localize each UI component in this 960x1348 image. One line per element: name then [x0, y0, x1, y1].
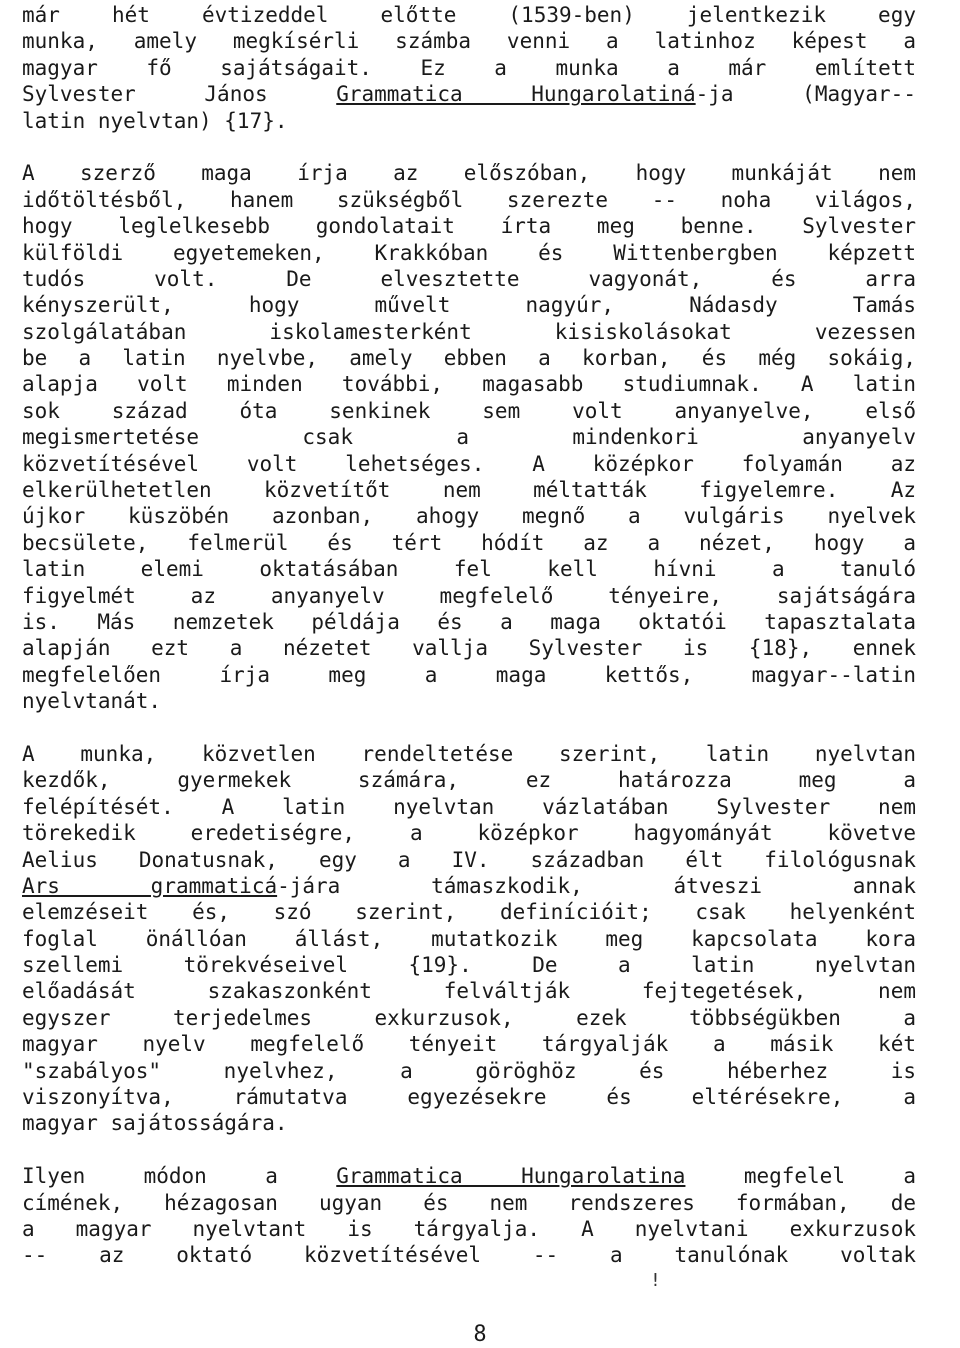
- text-line: becsülete, felmerül és tért hódít az a nézet, hogy a: [22, 530, 916, 555]
- text-line: törekedik eredetiségre, a középkor hagyományát követve: [22, 821, 916, 846]
- text-line: külföldi egyetemeken, Krakkóban és Wittenbergben képzett: [22, 240, 916, 265]
- text-line: kezdők, gyermekek számára, ez határozza meg a: [22, 768, 916, 793]
- text-line: alapján ezt a nézetet vallja Sylvester is {18}, ennek: [22, 636, 916, 661]
- text-line: foglal önállóan állást, mutatkozik meg kapcsolata kora: [22, 926, 916, 951]
- stray-mark: !: [650, 1270, 661, 1291]
- text-line: Ars grammaticá-jára támaszkodik, átveszi annak: [22, 873, 916, 898]
- text-line: már hét évtizeddel előtte (1539-ben) jelentkezik egy: [22, 3, 916, 27]
- text-line: tudós volt. De elvesztette vagyonát, és arra: [22, 266, 916, 291]
- text-line: be a latin nyelvbe, amely ebben a korban, és még sokáig,: [22, 346, 916, 371]
- text-line: nyelvtanát.: [22, 689, 162, 714]
- document-page: [22, 2, 916, 1269]
- text-line: elemzéseit és, szó szerint, definícióit; csak helyenként: [22, 900, 916, 925]
- text-line: figyelmét az anyanyelv megfelelő tényeire, sajátságára: [22, 583, 916, 608]
- text-line: Ilyen módon a Grammatica Hungarolatina megfelel a: [22, 1164, 916, 1189]
- text-line: újkor küszöbén azonban, ahogy megnő a vulgáris nyelvek: [22, 504, 916, 529]
- text-line: alapja volt minden további, magasabb studiumnak. A latin: [22, 372, 916, 397]
- title-underline: Ars grammaticá: [22, 873, 278, 898]
- text-line: kényszerült, hogy művelt nagyúr, Nádasdy Tamás: [22, 293, 916, 318]
- text-line: szellemi törekvéseivel {19}. De a latin nyelvtan: [22, 953, 916, 978]
- text-line: magyar fő sajátságait. Ez a munka a már említett: [22, 55, 916, 80]
- text-line: címének, hézagosan ugyan és nem rendszeres formában, de: [22, 1190, 916, 1215]
- text-line: felépítését. A latin nyelvtan vázlatában Sylvester nem: [22, 794, 916, 819]
- text-line: elkerülhetetlen közvetítőt nem méltatták figyelemre. Az: [22, 478, 916, 503]
- text-line: "szabályos" nyelvhez, a göröghöz és héberhez is: [22, 1058, 916, 1083]
- text-line: Aelius Donatusnak, egy a IV. században élt filológusnak: [22, 847, 916, 872]
- text-line: is. Más nemzetek példája és a maga oktatói tapasztalata: [22, 609, 916, 634]
- text-line: egyszer terjedelmes exkurzusok, ezek többségükben a: [22, 1005, 916, 1030]
- text-line: időtöltésből, hanem szükségből szerezte -- noha világos,: [22, 187, 916, 212]
- text-line: A szerző maga írja az előszóban, hogy munkáját nem: [22, 161, 916, 186]
- text-line: közvetítésével volt lehetséges. A középkor folyamán az: [22, 451, 916, 476]
- text-line: latin elemi oktatásában fel kell hívni a tanuló: [22, 557, 916, 582]
- paragraph-1: [22, 2, 916, 134]
- title-underline: Grammatica Hungarolatiná: [336, 82, 696, 107]
- text-line: viszonyítva, rámutatva egyezésekre és eltérésekre, a: [22, 1085, 916, 1110]
- page-number: 8: [473, 1322, 487, 1347]
- text-line: A munka, közvetlen rendeltetése szerint, latin nyelvtan: [22, 741, 916, 766]
- text-line: magyar sajátosságára.: [22, 1111, 288, 1136]
- text-line: szolgálatában iskolamesterként kisiskolásokat vezessen: [22, 319, 916, 344]
- text-line: munka, amely megkísérli számba venni a latinhoz képest a: [22, 29, 916, 54]
- text-line: sok század óta senkinek sem volt anyanyelve, első: [22, 398, 916, 423]
- title-underline: Grammatica Hungarolatina: [336, 1164, 686, 1189]
- text-line: előadását szakaszonként felváltják fejtegetések, nem: [22, 979, 916, 1004]
- paragraph-4: [22, 1163, 916, 1269]
- text-line: a magyar nyelvtant is tárgyalja. A nyelvtani exkurzusok: [22, 1216, 916, 1241]
- text-line: megismertetése csak a mindenkori anyanyelv: [22, 425, 916, 450]
- paragraph-3: [22, 741, 916, 1137]
- text-line: hogy leglelkesebb gondolatait írta meg benne. Sylvester: [22, 214, 916, 239]
- text-line: magyar nyelv megfelelő tényeit tárgyalják a másik két: [22, 1032, 916, 1057]
- text-line: Sylvester János Grammatica Hungarolatiná-ja (Magyar--: [22, 82, 916, 107]
- text-line: -- az oktató közvetítésével -- a tanulónak voltak: [22, 1243, 916, 1268]
- paragraph-2: [22, 160, 916, 714]
- text-line: megfelelően írja meg a maga kettős, magyar--latin: [22, 662, 916, 687]
- text-line: latin nyelvtan) {17}.: [22, 108, 288, 133]
